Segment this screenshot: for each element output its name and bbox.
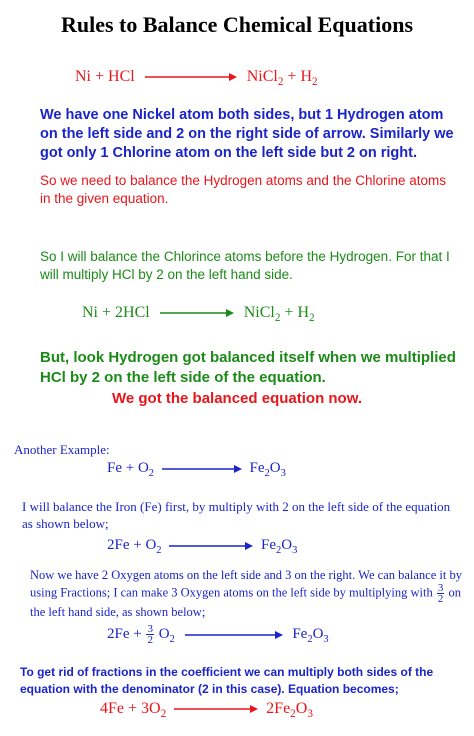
- eq3-left: $Fe + O_2$: [107, 460, 155, 479]
- paragraph-7-tail: on the left hand side, as shown below;: [30, 585, 461, 619]
- eq3-right: $Fe_2O_3$: [249, 460, 286, 479]
- fraction: $\frac{3}{2}$: [437, 582, 444, 605]
- page-title: Rules to Balance Chemical Equations: [60, 12, 414, 37]
- paragraph-7: [30, 567, 466, 620]
- equation-5: [107, 624, 329, 645]
- paragraph-5: We got the balanced equation now.: [111, 390, 362, 407]
- right-arrow-icon: [145, 72, 237, 82]
- eq6-left: $4Fe + 3O_2$: [100, 700, 167, 721]
- eq4-left: $2Fe + O_2$: [107, 537, 162, 556]
- eq1-left: Ni + HCl: [75, 68, 135, 85]
- another-example-label: Another Example:: [14, 442, 110, 457]
- right-arrow-icon: [185, 630, 283, 640]
- eq6-right: $2Fe_2O_3$: [266, 700, 313, 721]
- equation-6: [100, 700, 313, 720]
- fraction: $\frac{3}{2}$: [147, 623, 153, 646]
- eq2-left: Ni + 2HCl: [82, 304, 150, 321]
- right-arrow-icon: [160, 308, 234, 318]
- paragraph-6: I will balance the Iron (Fe) first, by multiply with 2 on the left side of the equation as shown below;: [22, 499, 451, 531]
- right-arrow-icon: [162, 464, 242, 474]
- right-arrow-icon: [169, 541, 253, 551]
- equation-4: [107, 537, 297, 556]
- eq5-right: $Fe_2O_3$: [292, 625, 329, 645]
- equation-1: [75, 68, 318, 88]
- equation-2: [82, 304, 315, 324]
- right-arrow-icon: [174, 704, 258, 714]
- paragraph-3: So I will balance the Chlorince atoms before the Hydrogen. For that I will multiply HCl by 2 on the left hand side.: [40, 249, 450, 282]
- paragraph-4: But, look Hydrogen got balanced itself when we multiplied HCl by 2 on the left side of the equation.: [40, 349, 456, 386]
- eq5-left: 2Fe + $\frac{3}{2}$ $O_2$: [107, 623, 175, 646]
- paragraph-8: To get rid of fractions in the coefficient we can multiply both sides of the equation with the denominator (2 in this case). Equation becomes;: [20, 665, 434, 696]
- paragraph-1: We have one Nickel atom both sides, but 1 Hydrogen atom on the left side and 2 on the right side of arrow. Similarly we got only 1 Chlorine atom on the left side but 2 on right.: [40, 107, 454, 161]
- eq4-right: $Fe_2O_3$: [261, 537, 298, 556]
- paragraph-7-text: Now we have 2 Oxygen atoms on the left side and 3 on the right. We can balance it by using Fractions; I can make 3 Oxygen atoms on the left side by multiplying with: [30, 568, 462, 600]
- equation-3: [107, 460, 286, 479]
- eq2-right: NiCl$_2$ + $H_2$: [243, 304, 315, 325]
- eq1-right: NiCl$_2$ + $H_2$: [246, 68, 318, 89]
- paragraph-2: So we need to balance the Hydrogen atoms and the Chlorine atoms in the given equation.: [40, 173, 447, 206]
